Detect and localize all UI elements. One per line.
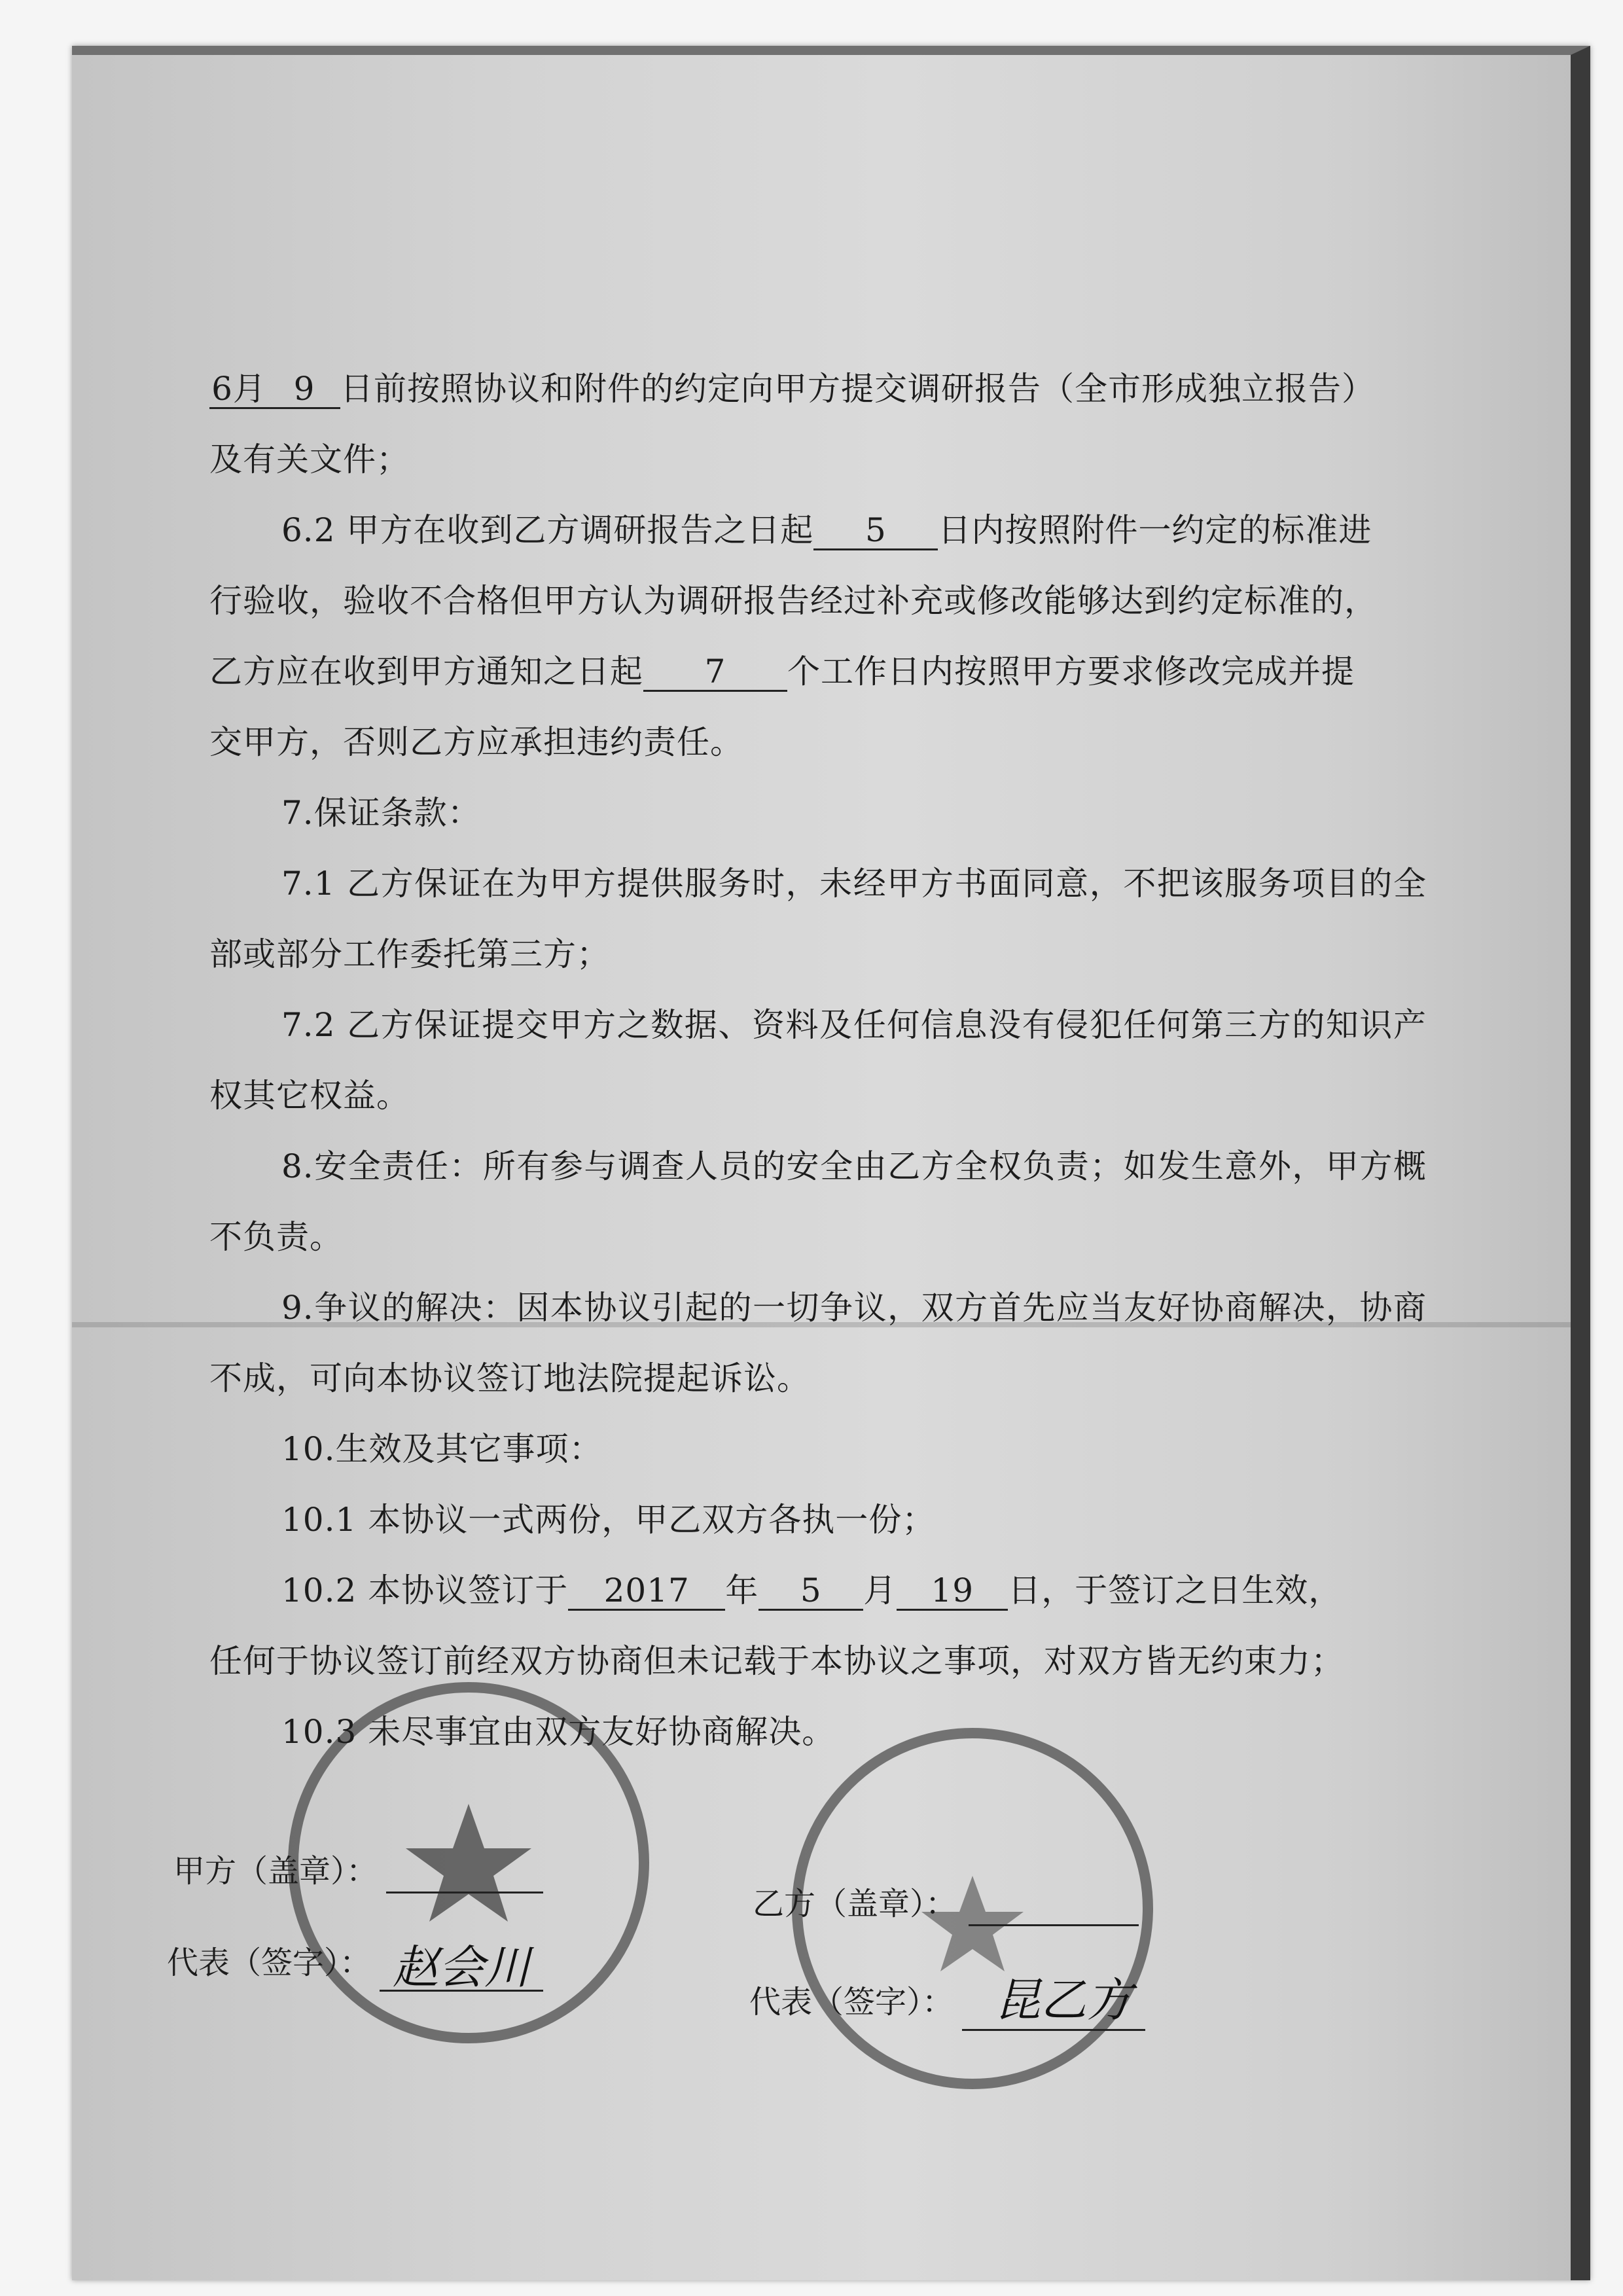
party-a-seal-label: 甲方（盖章）： xyxy=(173,1853,378,1890)
clause-7-2: 7.2 乙方保证提交甲方之数据、资料及任何信息没有侵犯任何第三方的知识产权其它权益。 xyxy=(209,1006,1427,1115)
clause-9: 9.争议的解决：因本协议引起的一切争议，双方首先应当友好协商解决，协商不成，可向本协议签订地法院提起诉讼。 xyxy=(209,1289,1427,1397)
sign-year: 2017 xyxy=(568,1572,725,1611)
clause-6-1-end xyxy=(209,353,1427,424)
clause-text: 乙方应在收到甲方通知之日起 xyxy=(209,653,643,691)
clause-7-heading: 7.保证条款： xyxy=(281,794,481,832)
party-a-seal-line xyxy=(386,1892,543,1893)
clause-text: 日，于签订之日生效， xyxy=(1008,1571,1342,1609)
clause-7-1: 7.1 乙方保证在为甲方提供服务时，未经甲方书面同意，不把该服务项目的全部或部分工作委托第三方； xyxy=(209,865,1427,973)
deadline-month: 6月 xyxy=(209,370,268,409)
clause-text-line: 行验收，验收不合格但甲方认为调研报告经过补充或修改能够达到约定标准的， xyxy=(209,582,1378,620)
clause-text: 10.2 本协议签订于 xyxy=(281,1571,569,1609)
party-b-seal-label: 乙方（盖章）： xyxy=(753,1886,957,1922)
acceptance-days: 5 xyxy=(813,512,938,550)
clause-text: 日前按照协议和附件的约定向甲方提交调研报告（全市形成独立报告） xyxy=(340,370,1375,408)
clause-text-line: 及有关文件； xyxy=(209,440,410,478)
party-b-rep-label: 代表（签字）： xyxy=(749,1984,954,2020)
clause-text-line: 任何于协议签订前经双方协商但未记载于本协议之事项，对双方皆无约束力； xyxy=(209,1642,1344,1680)
party-a-rep-label: 代表（签字）： xyxy=(167,1945,372,1981)
party-b-signature: 昆乙方 xyxy=(995,1973,1132,2027)
clause-text: 月 xyxy=(863,1571,897,1609)
party-b-seal-line xyxy=(969,1924,1139,1926)
clause-text: 6.2 甲方在收到乙方调研报告之日起 xyxy=(281,511,814,549)
clause-8: 8.安全责任：所有参与调查人员的安全由乙方全权负责；如发生意外，甲方概不负责。 xyxy=(209,1147,1427,1256)
contract-body xyxy=(209,353,1427,1767)
deadline-day: 9 xyxy=(268,370,340,409)
clause-text: 日内按照附件一约定的标准进 xyxy=(938,511,1372,549)
clause-text: 年 xyxy=(725,1571,759,1609)
clause-text: 个工作日内按照甲方要求修改完成并提 xyxy=(787,653,1355,691)
clause-10-2 xyxy=(209,1555,1427,1626)
party-a-signature: 赵会川 xyxy=(393,1941,530,1994)
sign-month: 5 xyxy=(758,1572,863,1611)
clause-10-heading: 10.生效及其它事项： xyxy=(281,1430,603,1468)
clause-10-3: 10.3 未尽事宜由双方友好协商解决。 xyxy=(281,1713,836,1751)
clause-text-line xyxy=(209,636,1427,707)
clause-10-1: 10.1 本协议一式两份，甲乙双方各执一份； xyxy=(281,1501,936,1539)
sign-day: 19 xyxy=(897,1572,1008,1611)
revision-days: 7 xyxy=(643,653,787,692)
clause-text-line: 交甲方，否则乙方应承担违约责任。 xyxy=(209,723,743,761)
clause-6-2 xyxy=(209,495,1427,565)
